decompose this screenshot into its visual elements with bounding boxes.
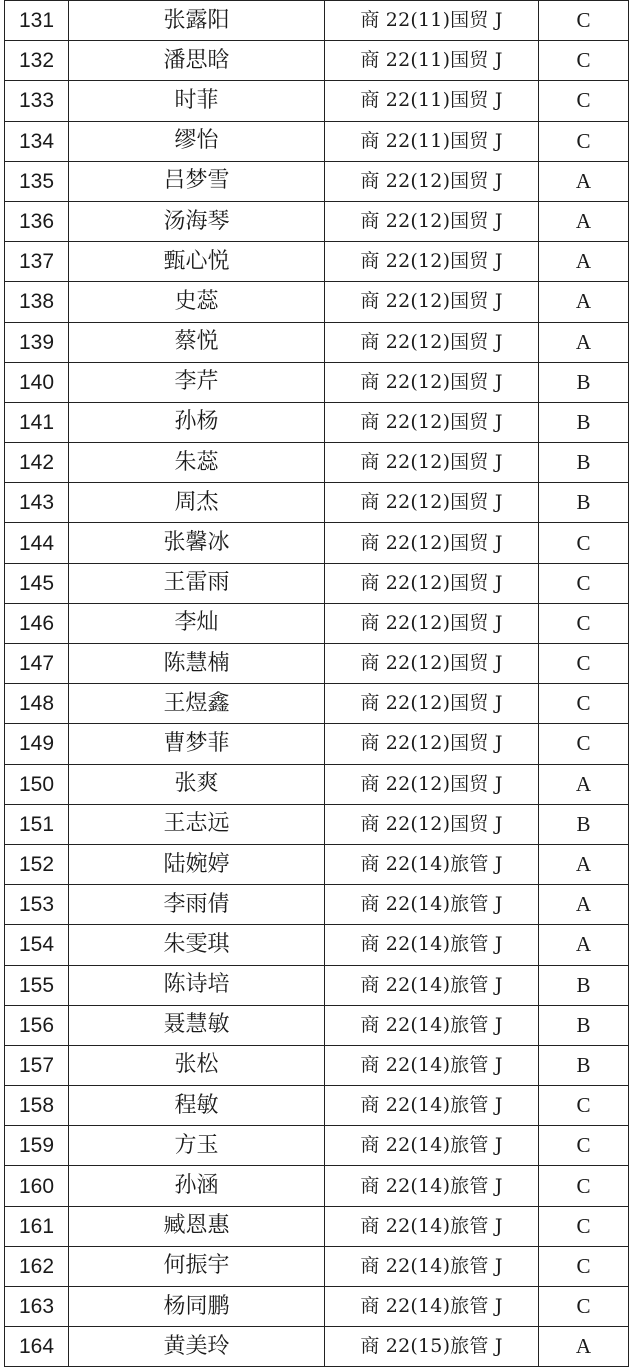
student-name-cell: 甄心悦	[69, 242, 325, 282]
class-name-cell: 商 22(14)旅管 J	[325, 1166, 539, 1206]
grade-cell: C	[539, 724, 629, 764]
row-number-cell: 149	[5, 724, 69, 764]
table-row	[5, 402, 629, 442]
student-name-cell: 方玉	[69, 1126, 325, 1166]
grade-cell: C	[539, 523, 629, 563]
grade-cell: C	[539, 1246, 629, 1286]
grade-cell: C	[539, 121, 629, 161]
class-name-cell: 商 22(12)国贸 J	[325, 161, 539, 201]
grade-cell: B	[539, 362, 629, 402]
grade-cell: A	[539, 242, 629, 282]
row-number-cell: 138	[5, 282, 69, 322]
grade-table-page	[4, 0, 628, 1367]
class-name-cell: 商 22(12)国贸 J	[325, 242, 539, 282]
row-number-cell: 154	[5, 925, 69, 965]
row-number-cell: 140	[5, 362, 69, 402]
student-name-cell: 程敏	[69, 1086, 325, 1126]
class-name-cell: 商 22(12)国贸 J	[325, 443, 539, 483]
grade-cell: C	[539, 1086, 629, 1126]
student-name-cell: 杨同鹏	[69, 1287, 325, 1327]
table-row	[5, 483, 629, 523]
table-row	[5, 1, 629, 41]
class-name-cell: 商 22(12)国贸 J	[325, 563, 539, 603]
table-row	[5, 362, 629, 402]
grade-cell: B	[539, 1005, 629, 1045]
student-name-cell: 曹梦菲	[69, 724, 325, 764]
student-name-cell: 朱蕊	[69, 443, 325, 483]
row-number-cell: 131	[5, 1, 69, 41]
row-number-cell: 158	[5, 1086, 69, 1126]
table-row	[5, 724, 629, 764]
table-body	[5, 1, 629, 1367]
grade-cell: A	[539, 885, 629, 925]
table-row	[5, 121, 629, 161]
class-name-cell: 商 22(14)旅管 J	[325, 1206, 539, 1246]
table-row	[5, 804, 629, 844]
table-row	[5, 885, 629, 925]
row-number-cell: 142	[5, 443, 69, 483]
row-number-cell: 132	[5, 41, 69, 81]
student-name-cell: 李芹	[69, 362, 325, 402]
table-row	[5, 1327, 629, 1367]
student-name-cell: 陈慧楠	[69, 644, 325, 684]
row-number-cell: 143	[5, 483, 69, 523]
row-number-cell: 141	[5, 402, 69, 442]
table-row	[5, 684, 629, 724]
class-name-cell: 商 22(14)旅管 J	[325, 965, 539, 1005]
class-name-cell: 商 22(12)国贸 J	[325, 684, 539, 724]
row-number-cell: 148	[5, 684, 69, 724]
row-number-cell: 161	[5, 1206, 69, 1246]
grade-cell: C	[539, 81, 629, 121]
student-name-cell: 周杰	[69, 483, 325, 523]
student-name-cell: 王志远	[69, 804, 325, 844]
table-row	[5, 764, 629, 804]
table-row	[5, 965, 629, 1005]
grade-cell: C	[539, 1166, 629, 1206]
student-name-cell: 王煜鑫	[69, 684, 325, 724]
grade-cell: A	[539, 282, 629, 322]
grade-cell: C	[539, 1126, 629, 1166]
class-name-cell: 商 22(11)国贸 J	[325, 81, 539, 121]
grade-cell: C	[539, 684, 629, 724]
row-number-cell: 133	[5, 81, 69, 121]
grade-cell: B	[539, 965, 629, 1005]
class-name-cell: 商 22(12)国贸 J	[325, 282, 539, 322]
table-row	[5, 644, 629, 684]
class-name-cell: 商 22(12)国贸 J	[325, 804, 539, 844]
student-name-cell: 李灿	[69, 603, 325, 643]
row-number-cell: 135	[5, 161, 69, 201]
row-number-cell: 160	[5, 1166, 69, 1206]
class-name-cell: 商 22(12)国贸 J	[325, 362, 539, 402]
class-name-cell: 商 22(14)旅管 J	[325, 885, 539, 925]
table-row	[5, 563, 629, 603]
student-name-cell: 汤海琴	[69, 201, 325, 241]
student-name-cell: 蔡悦	[69, 322, 325, 362]
table-row	[5, 242, 629, 282]
class-name-cell: 商 22(12)国贸 J	[325, 724, 539, 764]
table-row	[5, 1126, 629, 1166]
grade-cell: A	[539, 201, 629, 241]
grade-cell: C	[539, 1287, 629, 1327]
grade-cell: C	[539, 41, 629, 81]
class-name-cell: 商 22(12)国贸 J	[325, 322, 539, 362]
class-name-cell: 商 22(12)国贸 J	[325, 201, 539, 241]
student-name-cell: 张馨冰	[69, 523, 325, 563]
grade-cell: C	[539, 1206, 629, 1246]
row-number-cell: 136	[5, 201, 69, 241]
row-number-cell: 153	[5, 885, 69, 925]
student-grade-table	[4, 0, 629, 1367]
row-number-cell: 145	[5, 563, 69, 603]
student-name-cell: 张爽	[69, 764, 325, 804]
student-name-cell: 聂慧敏	[69, 1005, 325, 1045]
grade-cell: C	[539, 1, 629, 41]
class-name-cell: 商 22(11)国贸 J	[325, 1, 539, 41]
table-row	[5, 282, 629, 322]
student-name-cell: 黄美玲	[69, 1327, 325, 1367]
row-number-cell: 164	[5, 1327, 69, 1367]
table-row	[5, 1246, 629, 1286]
table-row	[5, 41, 629, 81]
student-name-cell: 朱雯琪	[69, 925, 325, 965]
row-number-cell: 146	[5, 603, 69, 643]
table-row	[5, 925, 629, 965]
table-row	[5, 1166, 629, 1206]
table-row	[5, 844, 629, 884]
grade-cell: C	[539, 563, 629, 603]
student-name-cell: 臧恩惠	[69, 1206, 325, 1246]
table-row	[5, 443, 629, 483]
table-row	[5, 523, 629, 563]
class-name-cell: 商 22(12)国贸 J	[325, 523, 539, 563]
row-number-cell: 163	[5, 1287, 69, 1327]
class-name-cell: 商 22(14)旅管 J	[325, 925, 539, 965]
table-row	[5, 161, 629, 201]
row-number-cell: 162	[5, 1246, 69, 1286]
student-name-cell: 孙涵	[69, 1166, 325, 1206]
grade-cell: B	[539, 1045, 629, 1085]
row-number-cell: 155	[5, 965, 69, 1005]
row-number-cell: 152	[5, 844, 69, 884]
class-name-cell: 商 22(14)旅管 J	[325, 1246, 539, 1286]
student-name-cell: 李雨倩	[69, 885, 325, 925]
student-name-cell: 王雷雨	[69, 563, 325, 603]
class-name-cell: 商 22(14)旅管 J	[325, 1005, 539, 1045]
row-number-cell: 139	[5, 322, 69, 362]
row-number-cell: 157	[5, 1045, 69, 1085]
grade-cell: B	[539, 402, 629, 442]
grade-cell: C	[539, 644, 629, 684]
table-row	[5, 603, 629, 643]
grade-cell: B	[539, 483, 629, 523]
student-name-cell: 史蕊	[69, 282, 325, 322]
class-name-cell: 商 22(11)国贸 J	[325, 121, 539, 161]
table-row	[5, 322, 629, 362]
row-number-cell: 150	[5, 764, 69, 804]
class-name-cell: 商 22(14)旅管 J	[325, 1086, 539, 1126]
table-row	[5, 1086, 629, 1126]
class-name-cell: 商 22(12)国贸 J	[325, 483, 539, 523]
student-name-cell: 缪怡	[69, 121, 325, 161]
class-name-cell: 商 22(12)国贸 J	[325, 644, 539, 684]
class-name-cell: 商 22(12)国贸 J	[325, 603, 539, 643]
row-number-cell: 159	[5, 1126, 69, 1166]
class-name-cell: 商 22(12)国贸 J	[325, 402, 539, 442]
class-name-cell: 商 22(12)国贸 J	[325, 764, 539, 804]
table-row	[5, 1045, 629, 1085]
table-row	[5, 1206, 629, 1246]
table-row	[5, 81, 629, 121]
row-number-cell: 134	[5, 121, 69, 161]
row-number-cell: 144	[5, 523, 69, 563]
class-name-cell: 商 22(14)旅管 J	[325, 1045, 539, 1085]
student-name-cell: 张松	[69, 1045, 325, 1085]
student-name-cell: 时菲	[69, 81, 325, 121]
grade-cell: A	[539, 844, 629, 884]
grade-cell: A	[539, 1327, 629, 1367]
table-row	[5, 1005, 629, 1045]
grade-cell: B	[539, 804, 629, 844]
grade-cell: C	[539, 603, 629, 643]
student-name-cell: 陆婉婷	[69, 844, 325, 884]
row-number-cell: 147	[5, 644, 69, 684]
class-name-cell: 商 22(14)旅管 J	[325, 844, 539, 884]
student-name-cell: 张露阳	[69, 1, 325, 41]
grade-cell: A	[539, 161, 629, 201]
table-row	[5, 201, 629, 241]
grade-cell: A	[539, 322, 629, 362]
class-name-cell: 商 22(15)旅管 J	[325, 1327, 539, 1367]
class-name-cell: 商 22(11)国贸 J	[325, 41, 539, 81]
student-name-cell: 潘思晗	[69, 41, 325, 81]
class-name-cell: 商 22(14)旅管 J	[325, 1126, 539, 1166]
table-row	[5, 1287, 629, 1327]
student-name-cell: 吕梦雪	[69, 161, 325, 201]
row-number-cell: 137	[5, 242, 69, 282]
class-name-cell: 商 22(14)旅管 J	[325, 1287, 539, 1327]
student-name-cell: 何振宇	[69, 1246, 325, 1286]
student-name-cell: 陈诗培	[69, 965, 325, 1005]
grade-cell: A	[539, 925, 629, 965]
row-number-cell: 151	[5, 804, 69, 844]
row-number-cell: 156	[5, 1005, 69, 1045]
grade-cell: A	[539, 764, 629, 804]
student-name-cell: 孙杨	[69, 402, 325, 442]
grade-cell: B	[539, 443, 629, 483]
